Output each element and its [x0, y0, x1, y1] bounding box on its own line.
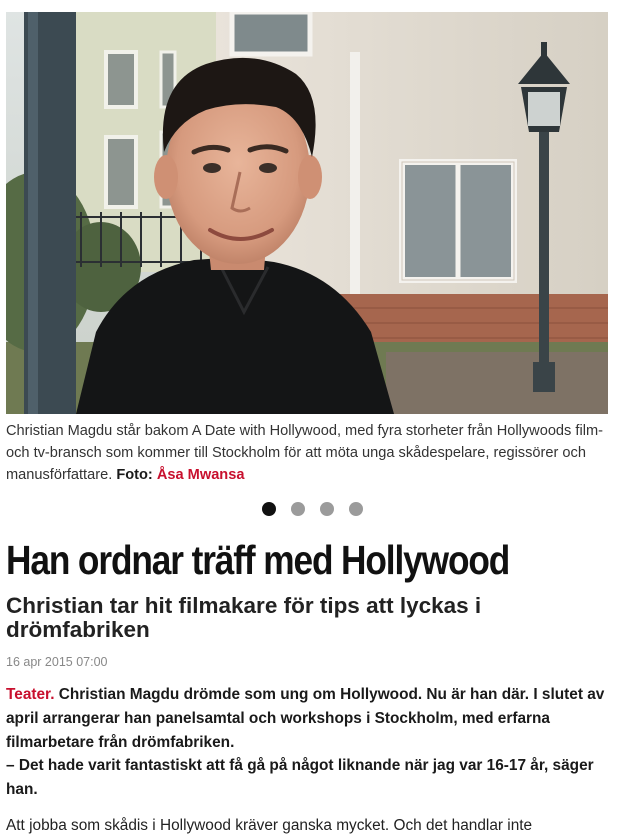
section-kicker[interactable]: Teater. [6, 686, 55, 703]
article-body: Att jobba som skådis i Hollywood kräver ganska mycket. Och det handlar inte [6, 817, 533, 834]
photographer-link[interactable]: Åsa Mwansa [156, 467, 245, 483]
gallery-pagination [0, 502, 624, 516]
lead-quote: – Det hade varit fantastiskt att få gå på något liknande när jag var 16-17 år, säger han. [6, 757, 594, 799]
portrait-photo-illustration [6, 12, 608, 414]
gallery-dot-1[interactable] [262, 502, 276, 516]
publish-date: 16 apr 2015 07:00 [6, 655, 108, 669]
article-headline: Han ordnar träff med Hollywood [6, 537, 510, 583]
caption-text: Christian Magdu står bakom A Date with Hollywood, med fyra storheter från Hollywoods film- och tv-bransch som kommer till Stockholm för att möta unga skådespelare, regissörer och manusförfattare. [6, 423, 603, 483]
lead-text: Christian Magdu drömde som ung om Hollywood. Nu är han där. I slutet av april arrangerar han panelsamtal och workshops i Stockholm, med erfarna filmarbetare från drömfabriken. [6, 686, 605, 751]
gallery-dot-2[interactable] [291, 502, 305, 516]
photo-caption [6, 420, 612, 486]
caption-credit-label: Foto: [116, 467, 153, 483]
article-photo[interactable] [6, 12, 608, 414]
gallery-dot-3[interactable] [320, 502, 334, 516]
gallery-dot-4[interactable] [349, 502, 363, 516]
article-lead [6, 683, 612, 802]
article-subheadline: Christian tar hit filmakare för tips att lyckas i drömfabriken [6, 593, 482, 642]
